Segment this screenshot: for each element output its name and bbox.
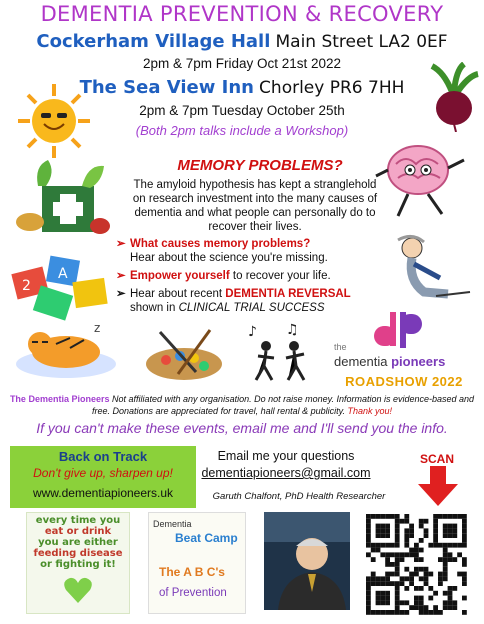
dancers-icon	[246, 322, 316, 384]
back-on-track-title: Back on Track	[58, 449, 148, 464]
memory-bullets	[116, 237, 376, 319]
bullet-arrow-icon: ➢	[116, 288, 126, 300]
venue-2-name: The Sea View Inn	[79, 77, 254, 98]
logo-the: the	[334, 342, 347, 352]
eat-drink-line-3: you are either	[38, 537, 118, 548]
page-title: DEMENTIA PREVENTION & RECOVERY	[40, 2, 444, 26]
brain-runner-icon	[372, 134, 468, 224]
eat-drink-line-1: every time you	[35, 515, 121, 526]
disclaimer-org: The Dementia Pioneers	[9, 394, 110, 404]
beat-camp-abcs: The A B C's	[159, 565, 225, 579]
bullet-reversal	[116, 287, 376, 315]
beat-camp-word-2: Beat Camp	[175, 531, 238, 545]
qr-code[interactable]	[362, 512, 470, 616]
workshop-note: (Both 2pm talks include a Workshop)	[135, 123, 349, 138]
bullet-reversal-italic: CLINICAL TRIAL SUCCESS	[178, 302, 325, 314]
bullet-arrow-icon: ➢	[116, 238, 126, 250]
down-arrow-icon	[414, 466, 462, 506]
art-supplies-icon	[140, 328, 226, 384]
bullet-reversal-pre: Hear about recent	[130, 288, 223, 300]
logo-wordmark	[334, 354, 474, 369]
medicine-vegetables-icon	[12, 156, 112, 242]
bullet-causes	[116, 237, 376, 265]
svg-text:z: z	[94, 321, 101, 335]
dementia-pioneers-logo	[334, 312, 474, 392]
beat-camp-prevention: of Prevention	[159, 587, 227, 599]
beetroot-icon	[424, 62, 482, 132]
venue-2-when: 2pm & 7pm Tuesday October 25th	[139, 103, 345, 118]
eat-drink-line-5: or fighting it!	[40, 559, 116, 570]
bullet-empower-rest: to recover your life.	[232, 270, 331, 282]
sleeping-cat-icon	[10, 318, 120, 382]
bullet-arrow-icon: ➢	[116, 270, 126, 282]
eat-drink-line-4: feeding disease	[33, 548, 123, 559]
logo-word-pioneers: pioneers	[391, 354, 446, 369]
svg-text:♫: ♫	[286, 322, 299, 338]
person-writing-icon	[378, 234, 474, 310]
disclaimer	[4, 393, 480, 417]
beat-camp-card	[148, 512, 246, 614]
venue-1-when: 2pm & 7pm Friday Oct 21st 2022	[142, 56, 342, 71]
email-link[interactable]: dementiapioneers@gmail.com	[201, 466, 371, 480]
logo-word-dementia: dementia	[334, 354, 388, 369]
email-label: Email me your questions	[217, 449, 355, 463]
back-on-track-subtitle: Don't give up, sharpen up!	[33, 466, 173, 480]
memory-heading: MEMORY PROBLEMS?	[177, 157, 343, 174]
beat-camp-word-1: Dementia	[153, 519, 192, 529]
bullet-empower-red: Empower yourself	[130, 270, 230, 282]
puzzle-pieces-icon	[8, 250, 112, 324]
bullet-causes-red: What causes memory problems?	[130, 238, 311, 250]
researcher-credit: Garuth Chalfont, PhD Health Researcher	[212, 491, 386, 502]
sun-icon	[14, 82, 94, 160]
svg-text:A: A	[58, 266, 68, 282]
svg-text:2: 2	[22, 278, 31, 294]
heart-icon	[63, 575, 93, 605]
dp-logo-icon	[372, 312, 426, 348]
presenter-icon	[264, 512, 350, 610]
presenter-photo	[264, 512, 350, 610]
eat-drink-line-2: eat or drink	[44, 526, 112, 537]
svg-text:♪: ♪	[248, 324, 257, 340]
venue-1-line	[0, 31, 484, 52]
bullet-empower	[116, 269, 376, 283]
bullet-reversal-red: DEMENTIA REVERSAL	[225, 288, 351, 300]
bullet-causes-rest: Hear about the science you're missing.	[130, 252, 328, 264]
website-link[interactable]: www.dementiapioneers.uk	[32, 486, 174, 500]
memory-paragraph: The amyloid hypothesis has kept a stranglehold on research investment into the many causes of dementia and what people can personally do to recover their lives.	[132, 179, 378, 233]
venue-1-name: Cockerham Village Hall	[36, 31, 271, 52]
bullet-reversal-post: shown in	[130, 302, 176, 314]
cant-make-note: If you can't make these events, email me and I'll send you the info.	[36, 420, 448, 436]
eat-drink-card	[26, 512, 130, 614]
venue-1-address: Main Street LA2 0EF	[275, 32, 448, 52]
scan-label: SCAN	[419, 452, 454, 466]
disclaimer-text: Not affiliated with any organisation. Do not raise money. Information is evidence-based and free. Donations are appreciated for travel, hall rental & publicity.	[91, 394, 475, 416]
venue-2-address: Chorley PR6 7HH	[259, 78, 405, 98]
disclaimer-thanks: Thank you!	[347, 406, 392, 416]
roadshow-title: ROADSHOW 2022	[345, 374, 463, 389]
